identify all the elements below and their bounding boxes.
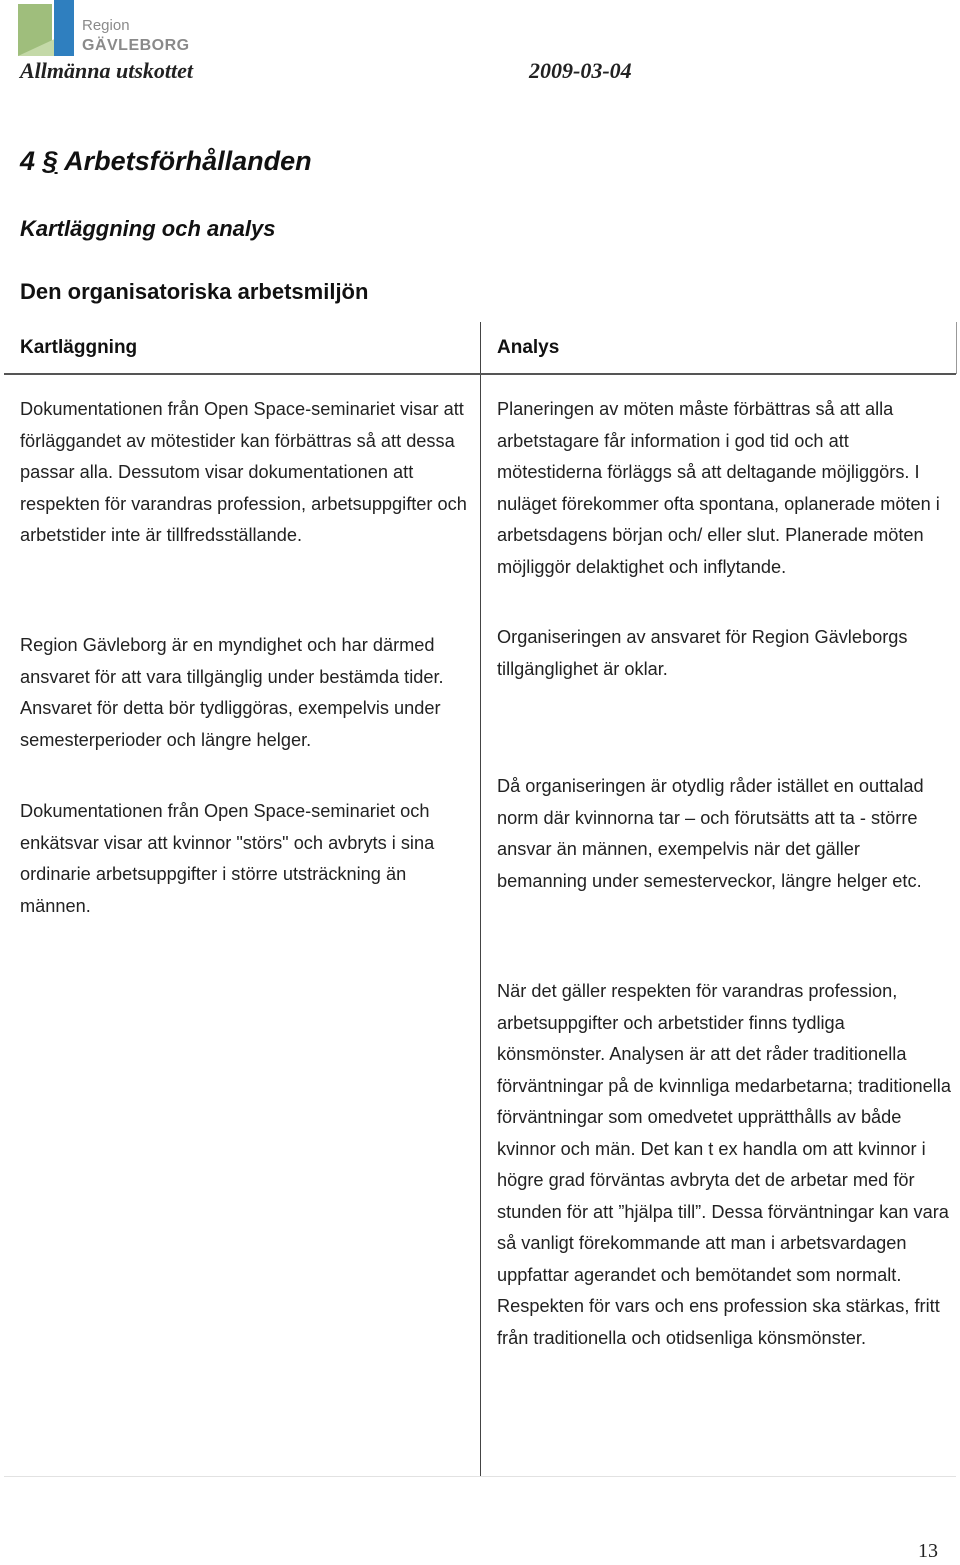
- subheading: Kartläggning och analys: [20, 216, 276, 241]
- table-right-border: [956, 322, 957, 374]
- section-sign: §: [42, 146, 58, 176]
- topic-title: Den organisatoriska arbetsmiljön: [20, 279, 369, 304]
- logo-blue-bar: [54, 0, 74, 56]
- mapping-paragraph-2: Region Gävleborg är en myndighet och har därmed ansvaret för att vara tillgänglig under bestämda tider. Ansvaret för detta bör tydliggöras, exempelvis under semesterperioder och längre helger.: [20, 635, 444, 750]
- header-rule: [4, 373, 956, 375]
- meeting-date: 2009-03-04: [529, 58, 632, 83]
- mapping-paragraph-3: Dokumentationen från Open Space-seminariet och enkätsvar visar att kvinnor "störs" och avbryts i sina ordinarie arbetsuppgifter i större utsträckning än männen.: [20, 801, 435, 916]
- column-divider: [480, 322, 481, 1476]
- analysis-paragraph-2: Organiseringen av ansvaret för Region Gävleborgs tillgänglighet är oklar.: [497, 627, 908, 679]
- logo-text-gavleborg: GÄVLEBORG: [82, 37, 190, 54]
- logo-text-region: Region: [82, 17, 130, 34]
- section-title: Arbetsförhållanden: [64, 146, 312, 176]
- section-number: 4: [20, 146, 36, 176]
- section-heading: [20, 146, 312, 177]
- analysis-paragraph-1: Planeringen av möten måste förbättras så att alla arbetstagare får information i god tid och att mötestiderna förläggs så att deltagande möjliggörs. I nuläget förekommer ofta spontana, oplanerade möten i arbetsdagens början och/ eller slut. Planerade möten möjliggör delaktighet och inflytande.: [497, 399, 940, 577]
- region-gavleborg-logo: [18, 0, 190, 58]
- analysis-paragraph-4: När det gäller respekten för varandras profession, arbetsuppgifter och arbetstider finns tydliga könsmönster. Analysen är att det råder traditionella förväntningar på de kvinnliga medarbetarna; traditionella förväntningar som omedvetet upprätthålls av både kvinnor och män. Det kan t ex handla om att kvinnor i högre grad förväntas avbryta det de arbetar med för stunden för att ”hjälpa till”. Dessa förväntningar kan vara så vanligt förekommande att man i arbetsvardagen uppfattar agerandet och bemötandet som normalt. Respekten för vars och ens profession ska stärkas, fritt från traditionella och otidsenliga könsmönster.: [497, 981, 951, 1348]
- analysis-paragraph-3: Då organiseringen är otydlig råder istället en outtalad norm där kvinnorna tar – och förutsätts att ta - större ansvar än männen, exempelvis när det gäller bemanning under semesterveckor, längre helger etc.: [497, 776, 924, 891]
- column-header-kartlaggning: Kartläggning: [20, 337, 138, 358]
- committee-name: Allmänna utskottet: [20, 58, 193, 83]
- column-header-analys: Analys: [497, 337, 560, 358]
- table-bottom-rule: [4, 1476, 956, 1477]
- mapping-paragraph-1: Dokumentationen från Open Space-seminariet visar att förläggandet av mötestider kan förbättras så att dessa passar alla. Dessutom visar dokumentationen att respekten för varandras profession, arbetsuppgifter och arbetstider inte är tillfredsställande.: [20, 399, 467, 545]
- page-number: 13: [918, 1540, 938, 1562]
